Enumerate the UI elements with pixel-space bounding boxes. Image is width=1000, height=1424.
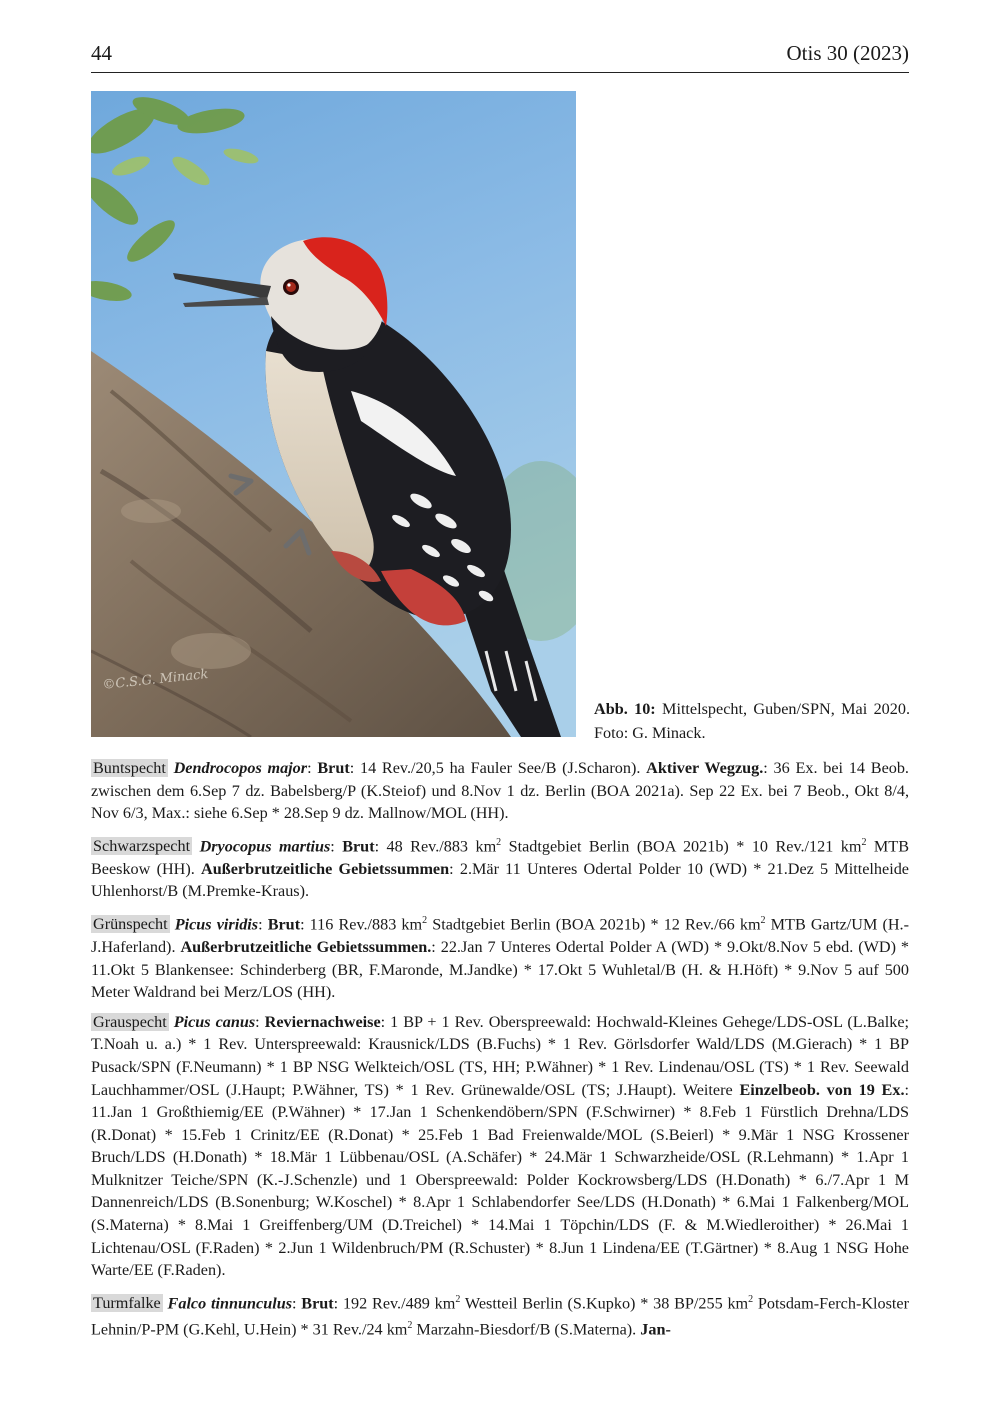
species-name: Grauspecht — [93, 1012, 167, 1031]
superscript: 2 — [496, 836, 502, 848]
section-heading: Jan- — [640, 1320, 671, 1339]
species-entry: Schwarzspecht Dryocopus martius: Brut: 48 Rev./883 $km^2$ Stadtgebiet Berlin (BOA 2021b) * 10 Rev./121 $km^2$ MTB Beeskow (HH). Außerbrutzeitliche Gebietssummen: 2.Mär 11 Unteres Odertal Polder 10 (WD) * 21.Dez 5 Mittelheide Uhlenhorst/B (M.Premke-Kraus). — [91, 836, 909, 901]
species-entry: Grünspecht Picus viridis: Brut: 116 Rev./883 $km^2$ Stadtgebiet Berlin (BOA 2021b) * 12 Rev./66 $km^2$ MTB Gartz/UM (H.-J.Haferland). Außerbrutzeitliche Gebietssummen.: 22.Jan 7 Unteres Odertal Polder A (WD) * 9.Okt/8.Nov 5 ebd. (WD) * 11.Okt 5 Blankensee: Schinderberg (BR, F.Maronde, M.Jandke) * 17.Okt 5 Wuhletal/B (H. & H.Höft) * 9.Nov 5 auf 500 Meter Waldrand bei Merz/LOS (HH). — [91, 914, 909, 1002]
superscript: 2 — [760, 914, 766, 926]
figure-caption — [594, 697, 910, 745]
entry-text: Potsdam-Ferch-Kloster Lehnin/P-PM (G.Kehl, U.Hein) * 31 Rev./24 km — [91, 1294, 909, 1339]
species-entry: Turmfalke Falco tinnunculus: Brut: 192 Rev./489 $km^2$ Westteil Berlin (S.Kupko) * 38 BP/255 $km^2$ Potsdam-Ferch-Kloster Lehnin/P-PM (G.Kehl, U.Hein) * 31 Rev./24 $km^2$ Marzahn-Biesdorf/B (S.Materna). Jan- — [91, 1293, 909, 1339]
section-heading: Außerbrutzeitliche Gebietssummen — [201, 859, 450, 878]
entry-text: MTB Beeskow (HH). — [91, 837, 909, 878]
species-entries — [91, 757, 909, 1348]
superscript: 2 — [861, 836, 867, 848]
caption-label: Abb. 10: — [594, 700, 656, 718]
entry-text: : 22.Jan 7 Unteres Odertal Polder A (WD) * 9.Okt/8.Nov 5 ebd. (WD) * 11.Okt 5 Blankensee: Schinderberg (BR, F.Maronde, M.Jandke) * 17.Okt 5 Wuhletal/B (H. & H.Höft) * 9.Nov 5 auf 500 Meter Waldrand bei Merz/LOS (HH). — [91, 937, 909, 1002]
entry-text: : 14 Rev./20,5 ha Fauler See/B (J.Scharon). — [349, 759, 647, 777]
species-name: Schwarzspecht — [93, 837, 191, 856]
entry-text: MTB Gartz/UM (H.-J.Haferland). — [91, 915, 909, 956]
svg-text:©C.S.G. Minack: ©C.S.G. Minack — [101, 666, 209, 693]
section-heading: Einzelbeob. von 19 Ex. — [739, 1080, 905, 1099]
superscript: 2 — [748, 1293, 754, 1305]
entry-text: : 1 BP + 1 Rev. Oberspreewald: Hochwald-Kleines Gehege/LDS-OSL (L.Balke; T.Noah u. a.) * 1 Rev. Unterspreewald: Krausnick/LDS (B.Fuchs) * 1 Rev. Görlsdorfer Wald/LDS (M.Gierach) * 1 BP Pusack/SPN (F.Neumann) * 1 BP NSG Welkteich/OSL (TS, HH; P.Wähner) * 1 Rev. Lindenau/OSL (TS) * 1 Rev. Seewald Lauchhammer/OSL (J.Haupt; P.Wähner, TS) * 1 Rev. Grünewalde/OSL (TS; J.Haupt). Weitere — [91, 1012, 909, 1099]
entry-text: Marzahn-Biesdorf/B (S.Materna). — [412, 1320, 641, 1339]
entry-text: Stadtgebiet Berlin (BOA 2021b) * 12 Rev./66 km — [427, 915, 761, 934]
section-heading: Brut — [342, 837, 375, 856]
species-name: Buntspecht — [93, 759, 166, 777]
species-entry: Buntspecht Dendrocopos major: Brut: 14 Rev./20,5 ha Fauler See/B (J.Scharon). Aktiver Wegzug.: 36 Ex. bei 14 Beob. zwischen dem 6.Sep 7 dz. Babelsberg/P (K.Steiof) und 8.Nov 1 dz. Berlin (BOA 2021a). Sep 22 Ex. bei 7 Beob., Okt 8/4, Nov 6/3, Max.: siehe 6.Sep * 28.Sep 9 dz. Mallnow/MOL (HH). — [91, 759, 909, 823]
section-heading: Brut — [301, 1294, 334, 1313]
entry-text: : 116 Rev./883 km — [300, 915, 423, 934]
page-number: 44 — [91, 41, 112, 65]
section-heading: Aktiver Wegzug. — [646, 759, 764, 777]
section-heading: Brut — [267, 915, 301, 934]
entry-text: : 36 Ex. bei 14 Beob. zwischen dem 6.Sep 7 dz. Babelsberg/P (K.Steiof) und 8.Nov 1 dz. Berlin (BOA 2021a). Sep 22 Ex. bei 7 Beob., Okt 8/4, Nov 6/3, Max.: siehe 6.Sep * 28.Sep 9 dz. Mallnow/MOL (HH). — [91, 759, 909, 823]
entry-text: : 48 Rev./883 km — [374, 837, 497, 856]
entry-text: Westteil Berlin (S.Kupko) * 38 BP/255 km — [460, 1294, 749, 1313]
journal-title: Otis 30 (2023) — [786, 41, 909, 65]
section-heading: Außerbrutzeitliche Gebietssummen. — [180, 937, 432, 956]
section-heading: Reviernachweise — [264, 1012, 381, 1031]
woodpecker-photo — [91, 91, 576, 737]
species-latin-name: Falco tinnunculus — [167, 1294, 292, 1313]
species-latin-name: Dryocopus martius — [199, 837, 331, 856]
superscript: 2 — [407, 1319, 413, 1331]
entry-text: Stadtgebiet Berlin (BOA 2021b) * 10 Rev./121 km — [501, 837, 862, 856]
species-entry: Grauspecht Picus canus: Reviernachweise: 1 BP + 1 Rev. Oberspreewald: Hochwald-Kleines Gehege/LDS-OSL (L.Balke; T.Noah u. a.) * 1 Rev. Unterspreewald: Krausnick/LDS (B.Fuchs) * 1 Rev. Görlsdorfer Wald/LDS (M.Gierach) * 1 BP Pusack/SPN (F.Neumann) * 1 BP NSG Welkteich/OSL (TS, HH; P.Wähner) * 1 Rev. Lindenau/OSL (TS) * 1 Rev. Seewald Lauchhammer/OSL (J.Haupt; P.Wähner, TS) * 1 Rev. Grünewalde/OSL (TS; J.Haupt). Weitere Einzelbeob. von 19 Ex.: 11.Jan 1 Großthiemig/EE (P.Wähner) * 17.Jan 1 Schenkendöbern/SPN (F.Schwirner) * 8.Feb 1 Fürstlich Drehna/LDS (R.Donat) * 15.Feb 1 Crinitz/EE (R.Donat) * 25.Feb 1 Bad Freienwalde/MOL (S.Beierl) * 9.Mär 1 NSG Krossener Bruch/LDS (H.Donath) * 18.Mär 1 Lübbenau/OSL (A.Schäfer) * 24.Mär 1 Schwarzheide/OSL (R.Lehmann) * 1.Apr 1 Mulknitzer Teiche/SPN (K.-J.Schenzle) und 1 Oberspreewald: Polder Kockrowsberg/LDS (H.Donath) * 6./7.Apr 1 M Dannenreich/LDS (B.Sonenburg; W.Koschel) * 8.Apr 1 Schlabendorfer See/LDS (H.Donath) * 6.Mai 1 Falkenberg/MOL (S.Materna) * 8.Mai 1 Greiffenberg/UM (D.Treichel) * 14.Mai 1 Töpchin/LDS (F. & M.Wiedleroither) * 26.Mai 1 Lichtenau/OSL (F.Raden) * 2.Jun 1 Wildenbruch/PM (R.Schuster) * 8.Jun 1 Lindena/EE (T.Gärtner) * 8.Aug 1 NSG Hohe Warte/EE (F.Raden). — [91, 1012, 909, 1280]
caption-text: Mittelspecht, Guben/SPN, Mai 2020. Foto: G. Minack. — [594, 700, 910, 742]
species-latin-name: Picus canus — [173, 1012, 256, 1031]
entry-text: : 192 Rev./489 km — [333, 1294, 456, 1313]
species-name: Turmfalke — [93, 1294, 161, 1313]
species-latin-name: Dendrocopos major — [173, 759, 308, 777]
species-latin-name: Picus viridis — [174, 915, 259, 934]
running-header — [91, 40, 909, 73]
species-name: Grünspecht — [93, 915, 168, 934]
entry-text: : 2.Mär 11 Unteres Odertal Polder 10 (WD) * 21.Dez 5 Mittelheide Uhlenhorst/B (M.Premke-Kraus). — [91, 859, 909, 901]
superscript: 2 — [422, 914, 428, 926]
entry-text: : 11.Jan 1 Großthiemig/EE (P.Wähner) * 17.Jan 1 Schenkendöbern/SPN (F.Schwirner) * 8.Feb 1 Fürstlich Drehna/LDS (R.Donat) * 15.Feb 1 Crinitz/EE (R.Donat) * 25.Feb 1 Bad Freienwalde/MOL (S.Beierl) * 9.Mär 1 NSG Krossener Bruch/LDS (H.Donath) * 18.Mär 1 Lübbenau/OSL (A.Schäfer) * 24.Mär 1 Schwarzheide/OSL (R.Lehmann) * 1.Apr 1 Mulknitzer Teiche/SPN (K.-J.Schenzle) und 1 Oberspreewald: Polder Kockrowsberg/LDS (H.Donath) * 6./7.Apr 1 M Dannenreich/LDS (B.Sonenburg; W.Koschel) * 8.Apr 1 Schlabendorfer See/LDS (H.Donath) * 6.Mai 1 Falkenberg/MOL (S.Materna) * 8.Mai 1 Greiffenberg/UM (D.Treichel) * 14.Mai 1 Töpchin/LDS (F. & M.Wiedleroither) * 26.Mai 1 Lichtenau/OSL (F.Raden) * 2.Jun 1 Wildenbruch/PM (R.Schuster) * 8.Jun 1 Lindena/EE (T.Gärtner) * 8.Aug 1 NSG Hohe Warte/EE (F.Raden). — [91, 1080, 909, 1280]
superscript: 2 — [455, 1293, 461, 1305]
section-heading: Brut — [317, 759, 350, 777]
